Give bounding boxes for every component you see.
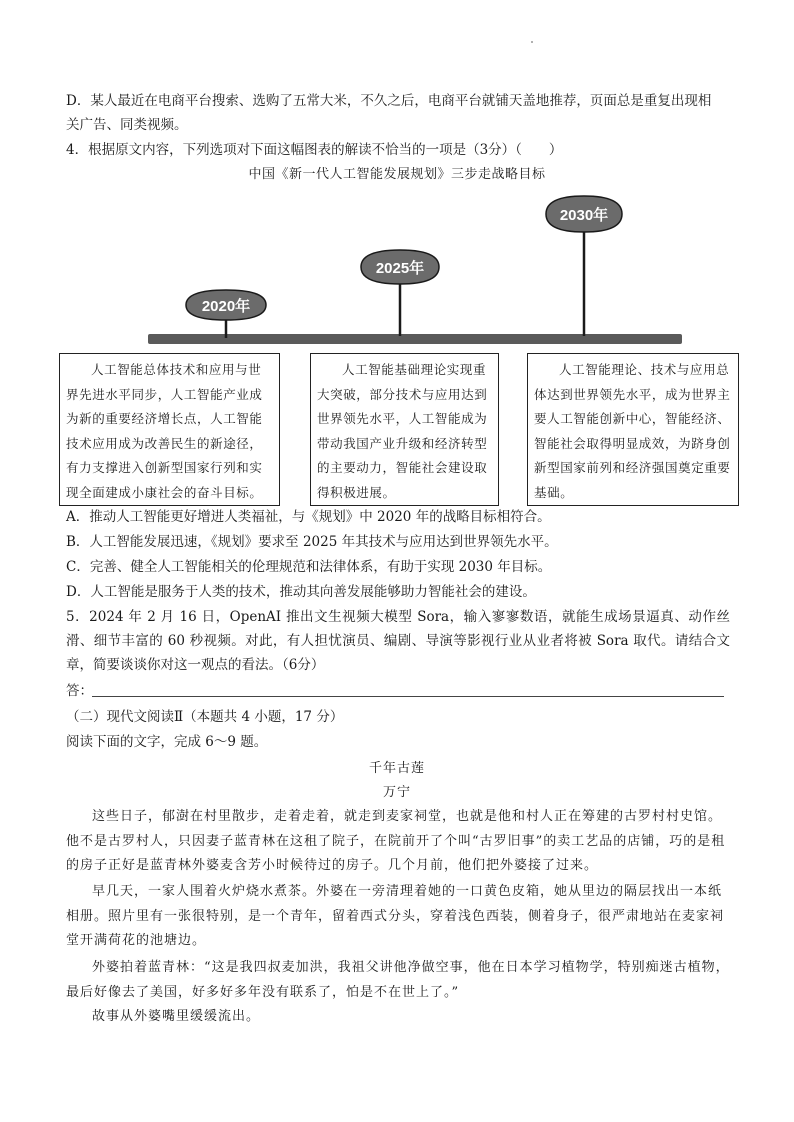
section-2-heading: （二）现代文阅读Ⅱ（本题共 4 小题，17 分） (66, 709, 344, 725)
year-label-2030: 2030年 (559, 207, 609, 224)
year-label-2020: 2020年 (201, 298, 251, 315)
answer-label: 答： (66, 683, 93, 699)
option-d-line2: 关广告、同类视频。 (66, 117, 188, 133)
milestone-box-2025: 人工智能基础理论实现重大突破，部分技术与应用达到世界领先水平，人工智能成为带动我国产业升级和经济转型的主要动力，智能社会建设取得积极进展。 (310, 353, 499, 506)
q4-option-c: C．完善、健全人工智能相关的伦理规范和法律体系，有助于实现 2030 年目标。 (66, 559, 552, 575)
option-d-line1: D．某人最近在电商平台搜索、选购了五常大米，不久之后，电商平台就铺天盖地推荐，页面总是重复出现相 (66, 93, 712, 109)
timeline-bar (148, 334, 682, 344)
story-paragraph-1: 这些日子，郁澍在村里散步，走着走着，就走到麦家祠堂，也就是他和村人正在筹建的古罗村村史馆。他不是古罗村人，只因妻子蓝青林在这租了院子，在院前开了个叫“古罗旧事”的卖工艺品的店铺，巧的是租的房子正好是蓝青林外婆麦含芳小时候待过的房子。几个月前，他们把外婆接了过来。 (66, 809, 726, 873)
story-paragraph-4: 故事从外婆嘴里缓缓流出。 (92, 1009, 261, 1024)
pin-2020 (186, 290, 266, 338)
pin-2030 (546, 196, 622, 336)
story-title: 千年古莲 (368, 761, 425, 776)
q4-option-d: D．人工智能是服务于人类的技术，推动其向善发展能够助力智能社会的建设。 (66, 584, 536, 600)
chart-title: 中国《新一代人工智能发展规划》三步走战略目标 (248, 167, 546, 182)
question-4-stem: 4．根据原文内容，下列选项对下面这幅图表的解读不恰当的一项是（3分）（ ） (66, 142, 563, 158)
story-paragraph-3: 外婆拍着蓝青林：“这是我四叔麦加洪，我祖父讲他净做空事，他在日本学习植物学，特别痴迷古植物，最后好像去了美国，好多好多年没有联系了，怕是不在世上了。” (66, 960, 730, 1000)
milestone-box-2030: 人工智能理论、技术与应用总体达到世界领先水平，成为世界主要人工智能创新中心，智能经济、智能社会取得明显成效，为跻身创新型国家前列和经济强国奠定重要基础。 (527, 353, 739, 506)
story-paragraph-2: 早几天，一家人围着火炉烧水煮茶。外婆在一旁清理着她的一口黄色皮箱，她从里边的隔层找出一本纸相册。照片里有一张很特别，是一个青年，留着西式分头，穿着浅色西装，侧着身子，很严肃地站在麦家祠堂开满荷花的池塘边。 (66, 884, 725, 948)
q4-option-b: B．人工智能发展迅速，《规划》要求至 2025 年其技术与应用达到世界领先水平。 (66, 534, 558, 550)
timeline-graphic (0, 0, 794, 360)
section-2-instruction: 阅读下面的文字，完成 6～9 题。 (66, 734, 268, 750)
year-label-2025: 2025年 (375, 260, 425, 277)
milestone-box-2020: 人工智能总体技术和应用与世界先进水平同步，人工智能产业成为新的重要经济增长点，人工智能技术应用成为改善民生的新途径，有力支撑进入创新型国家行列和实现全面建成小康社会的奋斗目标。 (59, 353, 280, 506)
story-author: 万宁 (382, 785, 411, 800)
pin-2025 (361, 250, 439, 336)
answer-blank-line[interactable] (92, 696, 724, 697)
question-5-text: 5．2024 年 2 月 16 日，OpenAI 推出文生视频大模型 Sora，输入寥寥数语，就能生成场景逼真、动作丝滑、细节丰富的 60 秒视频。对此，有人担忧演员、编剧、导演等影视行业从业者将被 Sora 取代。请结合文章，简要谈谈你对这一观点的看法。（6分） (66, 609, 730, 673)
q4-option-a: A．推动人工智能更好增进人类福祉，与《规划》中 2020 年的战略目标相符合。 (66, 509, 551, 525)
